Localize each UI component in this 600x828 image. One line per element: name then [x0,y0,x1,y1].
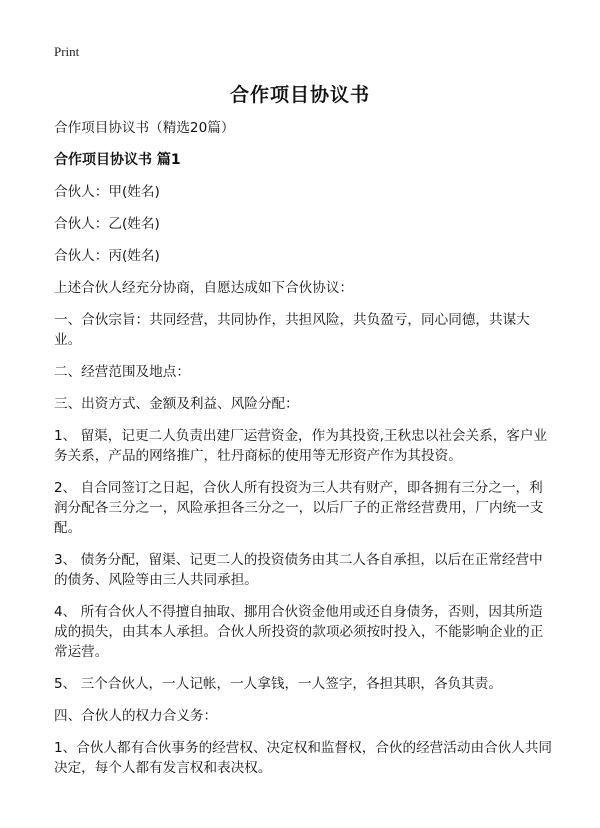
paragraph-partner-a: 合伙人：甲(姓名) [54,184,160,200]
document-subtitle: 合作项目协议书（精选20篇） [54,120,235,136]
paragraph-investment-4: 4、 所有合伙人不得擅自抽取、挪用合伙资金他用或还自身债务，否则，因其所造成的损失，由其本人承担。合伙人所投资的款项必须按时投入，不能影响企业的正常运营。 [54,604,544,660]
paragraph-intro: 上述合伙人经充分协商，自愿达成如下合伙协议： [54,280,354,296]
paragraph-scope: 二、经营范围及地点： [54,364,190,380]
paragraph-investment-3: 3、 债务分配，留渠、记更二人的投资债务由其二人各自承担，以后在正常经营中的债务、风险等由三人共同承担。 [54,552,543,588]
section-heading: 合作项目协议书 篇1 [54,152,181,168]
paragraph-investment-heading: 三、出资方式、金额及利益、风险分配： [54,396,299,412]
paragraph-investment-1: 1、 留渠，记更二人负责出建厂运营资金，作为其投资,王秋忠以社会关系，客户业务关系，产品的网络推广，牡丹商标的使用等无形资产作为其投资。 [54,428,548,464]
print-link[interactable]: Print [54,44,80,59]
paragraph-partner-b: 合伙人：乙(姓名) [54,216,160,232]
document-title: 合作项目协议书 [229,84,370,106]
document-body [54,118,554,790]
paragraph-investment-5: 5、 三个合伙人，一人记帐，一人拿钱，一人签字，各担其职，各负其责。 [54,676,502,692]
paragraph-investment-2: 2、 自合同签订之日起，合伙人所有投资为三人共有财产，即各拥有三分之一，利润分配各三分之一，风险承担各三分之一，以后厂子的正常经营费用，厂内统一支配。 [54,480,544,536]
paragraph-purpose: 一、合伙宗旨：共同经营，共同协作，共担风险，共负盈亏，同心同德，共谋大业。 [54,312,530,348]
paragraph-rights-heading: 四、合伙人的权力合义务： [54,708,218,724]
paragraph-rights-1: 1、合伙人都有合伙事务的经营权、决定权和监督权，合伙的经营活动由合伙人共同决定，每个人都有发言权和表决权。 [54,740,553,776]
paragraph-partner-c: 合伙人：丙(姓名) [54,248,160,264]
